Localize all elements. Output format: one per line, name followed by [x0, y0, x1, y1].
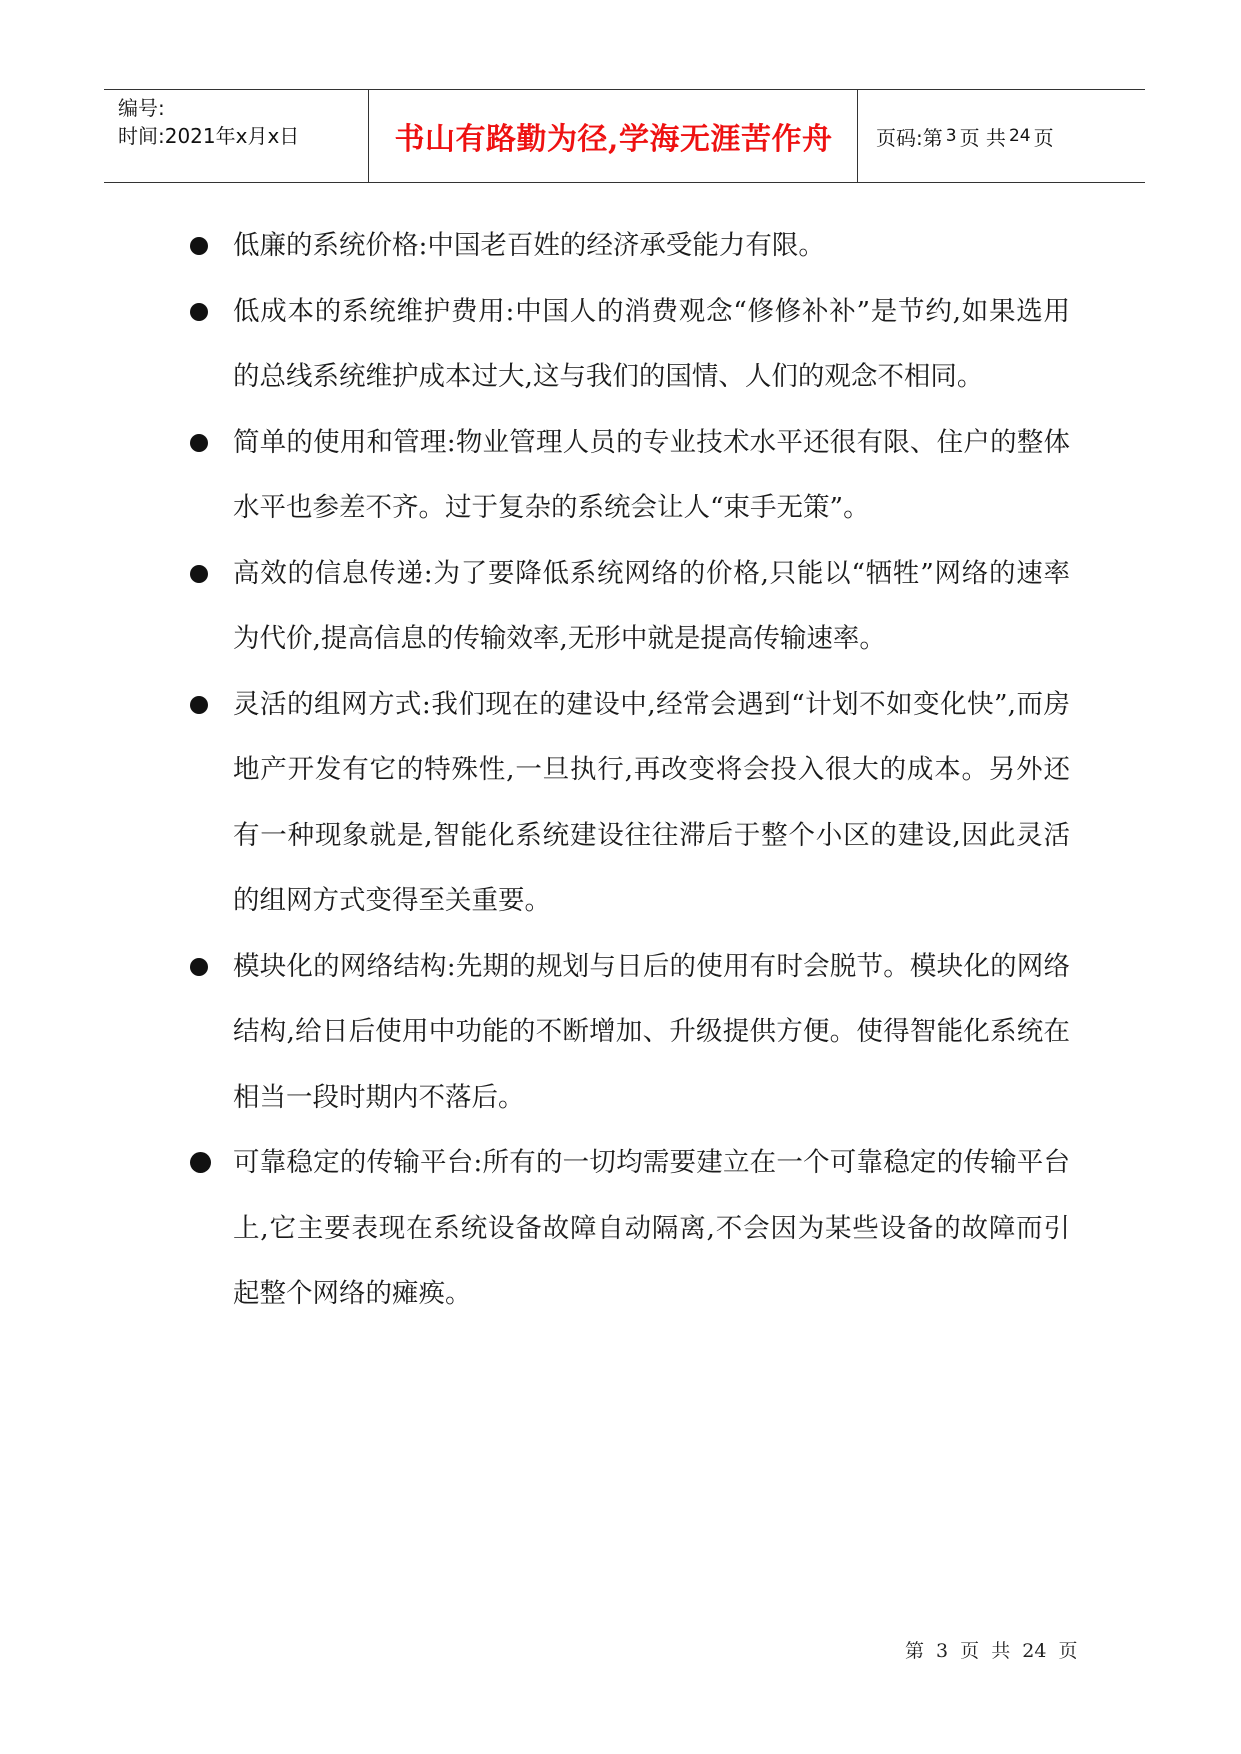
bullet-icon [190, 237, 208, 255]
list-item [190, 934, 1070, 1131]
list-item-text: 低廉的系统价格:中国老百姓的经济承受能力有限。 [233, 230, 825, 261]
list-item-text: 可靠稳定的传输平台:所有的一切均需要建立在一个可靠稳定的传输平台上,它主要表现在系统设备故障自动隔离,不会因为某些设备的故障而引起整个网络的瘫痪。 [233, 1147, 1070, 1309]
header-page-mid: 页 共 [959, 125, 1006, 150]
page-footer: 第 3 页 共 24 页 [905, 1640, 1078, 1662]
list-item-text: 简单的使用和管理:物业管理人员的专业技术水平还很有限、住户的整体水平也参差不齐。过于复杂的系统会让人“束手无策”。 [233, 426, 1070, 523]
list-item [190, 279, 1070, 410]
bullet-icon [190, 1152, 211, 1173]
list-item-text: 模块化的网络结构:先期的规划与日后的使用有时会脱节。模块化的网络结构,给日后使用中功能的不断增加、升级提供方便。使得智能化系统在相当一段时期内不落后。 [233, 950, 1070, 1113]
bullet-icon [190, 303, 208, 321]
page-header [104, 89, 1145, 183]
list-item [190, 541, 1070, 672]
header-divider-right [857, 90, 858, 182]
header-page-total: 24 [1008, 126, 1031, 146]
list-item-text: 灵活的组网方式:我们现在的建设中,经常会遇到“计划不如变化快”,而房地产开发有它的特殊性,一旦执行,再改变将会投入很大的成本。另外还有一种现象就是,智能化系统建设往往滞后于整个小区的建设,因此灵活的组网方式变得至关重要。 [233, 688, 1070, 916]
list-item-text: 低成本的系统维护费用:中国人的消费观念“修修补补”是节约,如果选用的总线系统维护成本过大,这与我们的国情、人们的观念不相同。 [233, 295, 1070, 392]
bullet-icon [190, 958, 208, 976]
list-item [190, 213, 1070, 279]
document-number-label: 编号: [118, 96, 165, 120]
bullet-icon [190, 696, 208, 714]
list-item [190, 672, 1070, 934]
header-page-suffix: 页 [1033, 125, 1054, 150]
header-meta [118, 94, 299, 150]
bullet-icon [190, 434, 208, 452]
header-motto: 书山有路勤为径,学海无涯苦作舟 [394, 122, 833, 157]
list-item [190, 410, 1070, 541]
list-item [190, 1130, 1070, 1327]
header-page-info [876, 90, 1054, 182]
document-time-label: 时间:2021年x月x日 [118, 124, 300, 148]
header-page-current: 3 [945, 126, 957, 146]
header-page-prefix: 页码:第 [876, 125, 943, 150]
bullet-icon [190, 565, 208, 583]
list-item-text: 高效的信息传递:为了要降低系统网络的价格,只能以“牺牲”网络的速率为代价,提高信息的传输效率,无形中就是提高传输速率。 [233, 557, 1070, 654]
requirements-list [190, 213, 1070, 1327]
header-divider-left [368, 90, 369, 182]
